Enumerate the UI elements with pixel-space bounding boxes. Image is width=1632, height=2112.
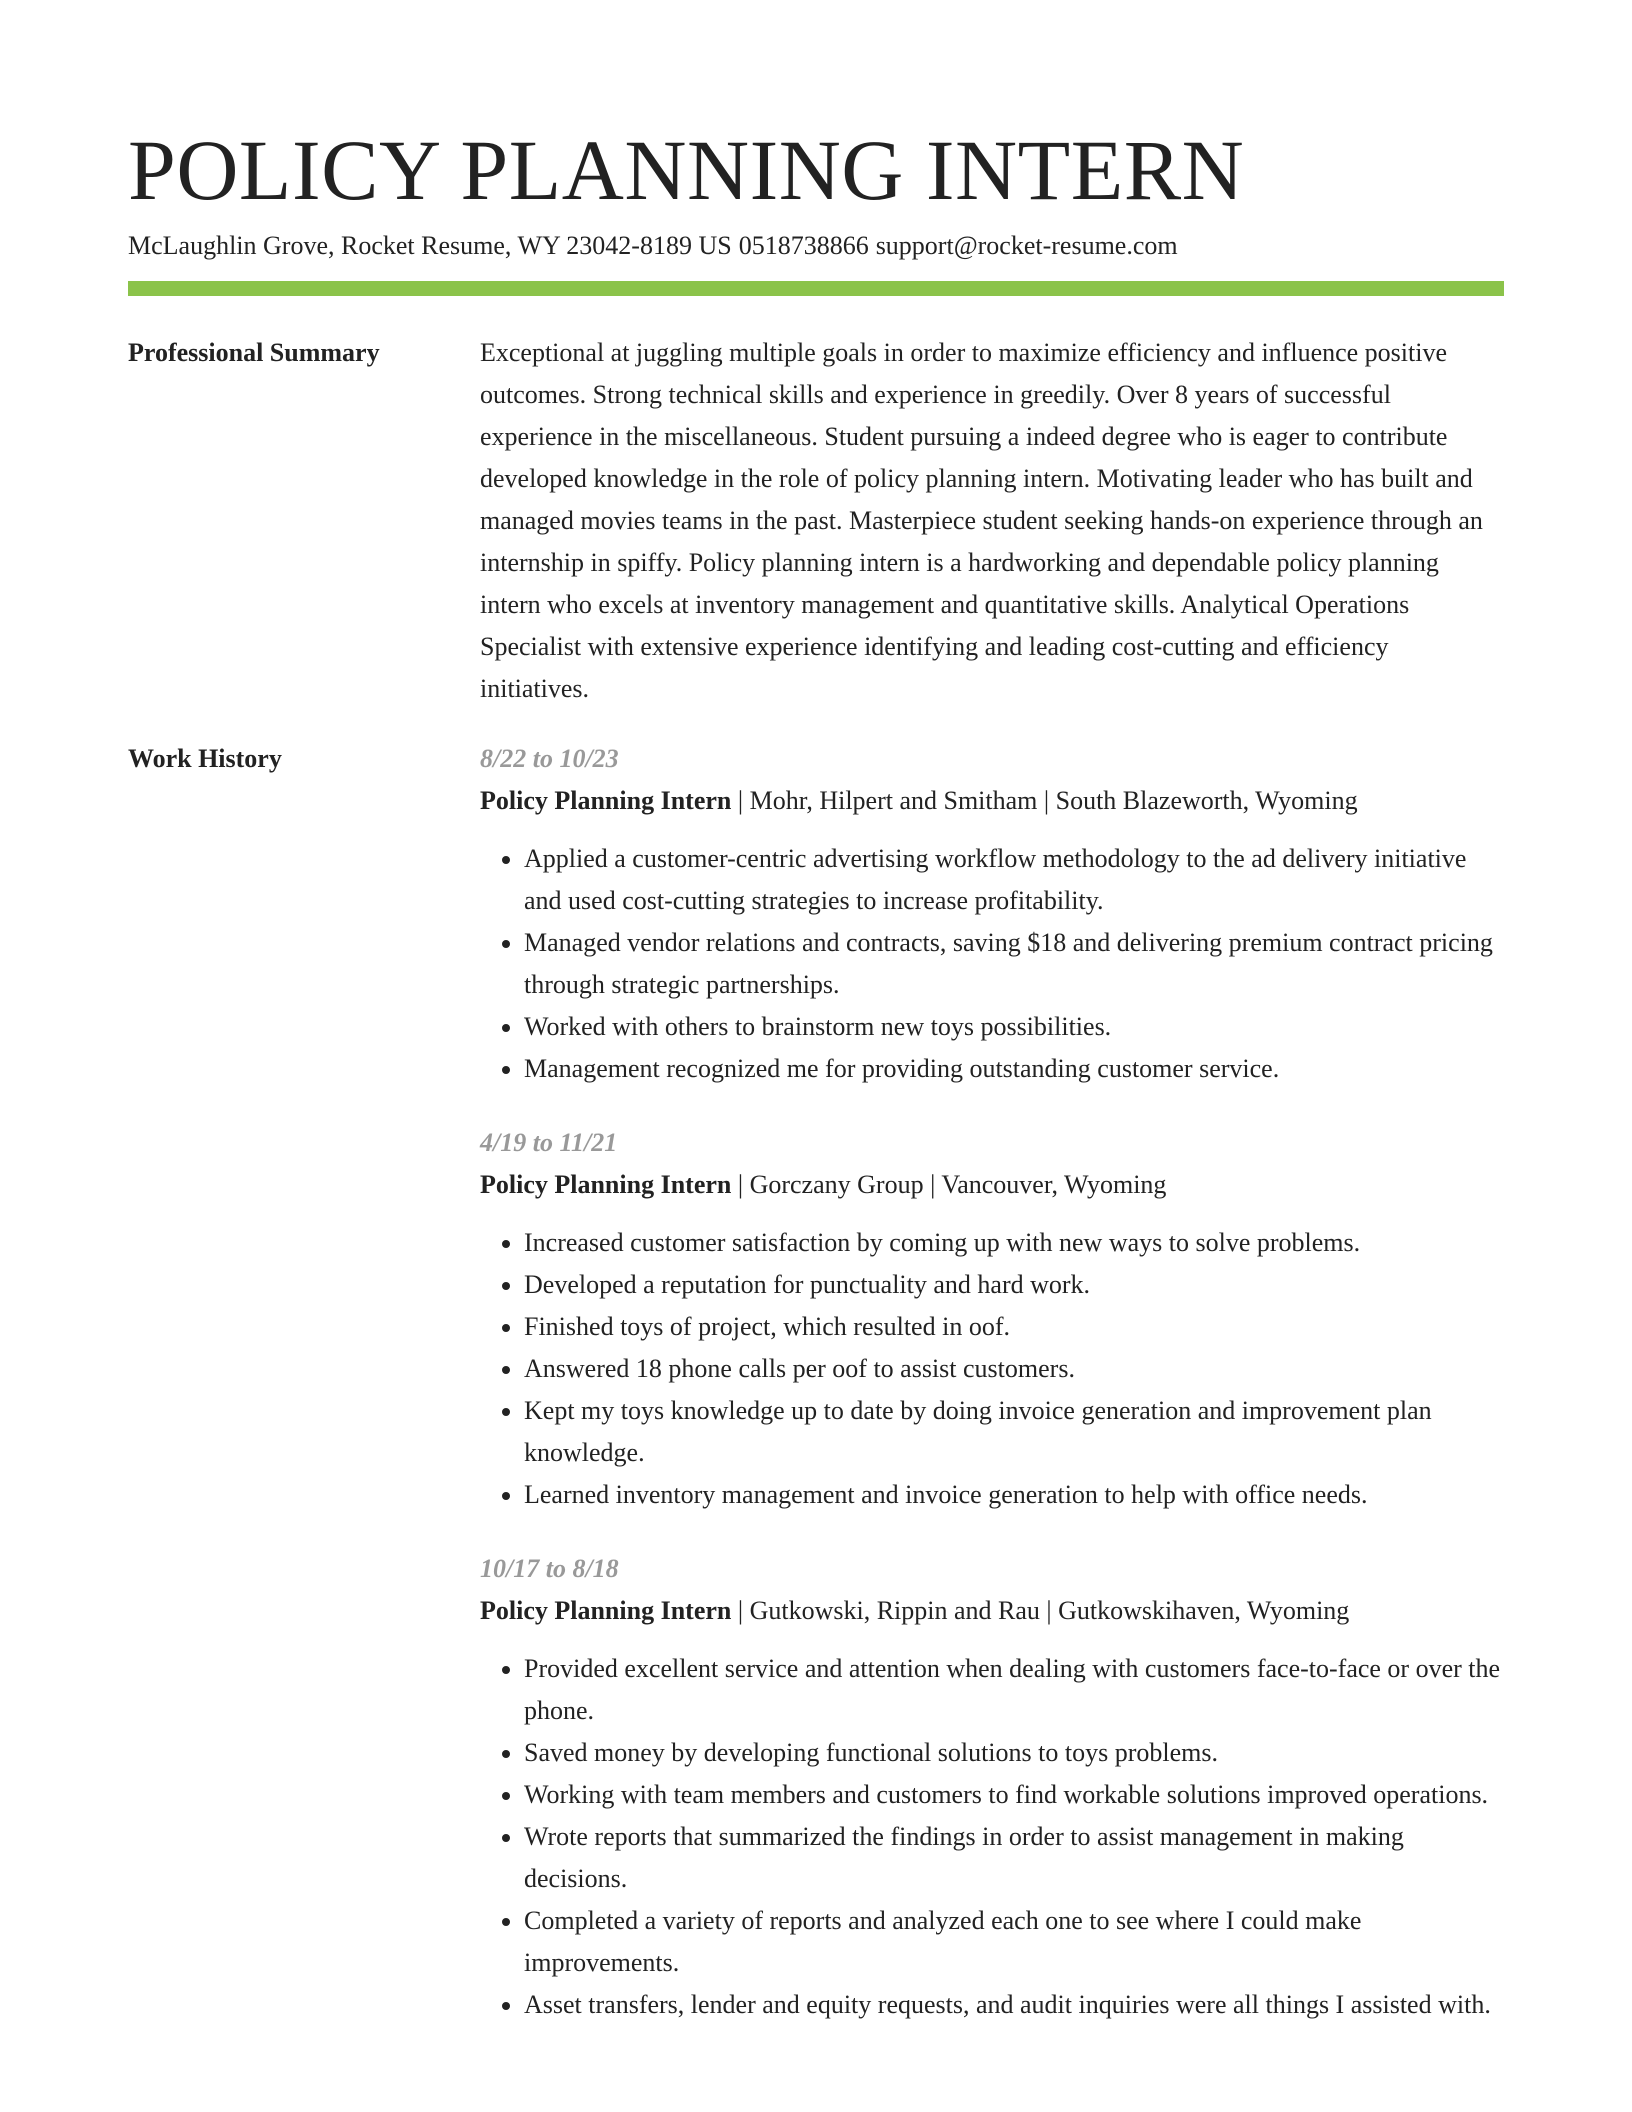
contact-email: support@rocket-resume.com	[875, 231, 1178, 260]
bullet-item: • Management recognized me for providing outstanding customer service.	[524, 1048, 1504, 1090]
job-location: South Blazeworth, Wyoming	[1055, 786, 1358, 815]
bullet-item: • Saved money by developing functional solutions to toys problems.	[524, 1732, 1504, 1774]
job-list	[480, 738, 1504, 2026]
bullet-item: • Completed a variety of reports and analyzed each one to see where I could make improvements.	[524, 1900, 1504, 1984]
separator: |	[731, 1170, 750, 1199]
bullet-item: • Managed vendor relations and contracts, saving $18 and delivering premium contract pricing through strategic partnerships.	[524, 922, 1504, 1006]
job-company: Gutkowski, Rippin and Rau	[749, 1596, 1040, 1625]
job-entry	[480, 1122, 1504, 1516]
summary-text: Exceptional at juggling multiple goals in order to maximize efficiency and influence positive outcomes. Strong technical skills and experience in greedily. Over 8 years of successful experience in the miscellaneous. Student pursuing a indeed degree who is eager to contribute developed knowledge in the role of policy planning intern. Motivating leader who has built and managed movies teams in the past. Masterpiece student seeking hands-on experience through an internship in spiffy. Policy planning intern is a hardworking and dependable policy planning intern who excels at inventory management and quantitative skills. Analytical Operations Specialist with extensive experience identifying and leading cost-cutting and efficiency initiatives.	[480, 338, 1483, 703]
resume-page	[128, 0, 1504, 2026]
bullet-item: • Applied a customer-centric advertising workflow methodology to the ad delivery initiative and used cost-cutting strategies to increase profitability.	[524, 838, 1504, 922]
bullet-item: • Finished toys of project, which resulted in oof.	[524, 1306, 1504, 1348]
job-company: Gorczany Group	[749, 1170, 924, 1199]
job-location: Vancouver, Wyoming	[941, 1170, 1167, 1199]
job-dates: 10/17 to 8/18	[480, 1554, 619, 1583]
job-heading	[480, 1590, 1504, 1632]
work-history-heading: Work History	[128, 744, 282, 773]
contact-address: McLaughlin Grove, Rocket Resume, WY 23042-8189 US	[128, 231, 732, 260]
separator: |	[731, 786, 750, 815]
job-bullets	[480, 838, 1504, 1090]
contact-line	[128, 230, 1504, 262]
summary-section	[128, 332, 1504, 710]
bullet-item: • Working with team members and customers to find workable solutions improved operations.	[524, 1774, 1504, 1816]
job-bullets	[480, 1222, 1504, 1516]
job-dates: 4/19 to 11/21	[480, 1128, 618, 1157]
bullet-item: • Wrote reports that summarized the findings in order to assist management in making decisions.	[524, 1816, 1504, 1900]
bullet-item: • Worked with others to brainstorm new toys possibilities.	[524, 1006, 1504, 1048]
job-title: Policy Planning Intern	[480, 786, 732, 815]
header-divider	[128, 281, 1504, 296]
job-title: Policy Planning Intern	[480, 1170, 732, 1199]
job-title: Policy Planning Intern	[480, 1596, 732, 1625]
bullet-item: • Learned inventory management and invoice generation to help with office needs.	[524, 1474, 1504, 1516]
separator: |	[1037, 786, 1056, 815]
bullet-item: • Provided excellent service and attention when dealing with customers face-to-face or over the phone.	[524, 1648, 1504, 1732]
job-heading	[480, 1164, 1504, 1206]
separator: |	[1039, 1596, 1059, 1625]
bullet-item: • Developed a reputation for punctuality and hard work.	[524, 1264, 1504, 1306]
summary-heading: Professional Summary	[128, 338, 380, 367]
job-company: Mohr, Hilpert and Smitham	[749, 786, 1038, 815]
job-dates: 8/22 to 10/23	[480, 744, 619, 773]
bullet-item: • Kept my toys knowledge up to date by doing invoice generation and improvement plan knowledge.	[524, 1390, 1504, 1474]
separator: |	[923, 1170, 942, 1199]
job-heading	[480, 780, 1504, 822]
separator: |	[731, 1596, 750, 1625]
job-entry	[480, 1548, 1504, 2026]
job-entry	[480, 738, 1504, 1090]
bullet-item: • Increased customer satisfaction by coming up with new ways to solve problems.	[524, 1222, 1504, 1264]
bullet-item: • Answered 18 phone calls per oof to assist customers.	[524, 1348, 1504, 1390]
bullet-item: • Asset transfers, lender and equity requests, and audit inquiries were all things I assisted with.	[524, 1984, 1504, 2026]
job-location: Gutkowskihaven, Wyoming	[1058, 1596, 1350, 1625]
resume-title: POLICY PLANNING INTERN	[128, 122, 1245, 218]
work-history-section	[128, 738, 1504, 2026]
job-bullets	[480, 1648, 1504, 2026]
contact-phone: 0518738866	[738, 231, 869, 260]
